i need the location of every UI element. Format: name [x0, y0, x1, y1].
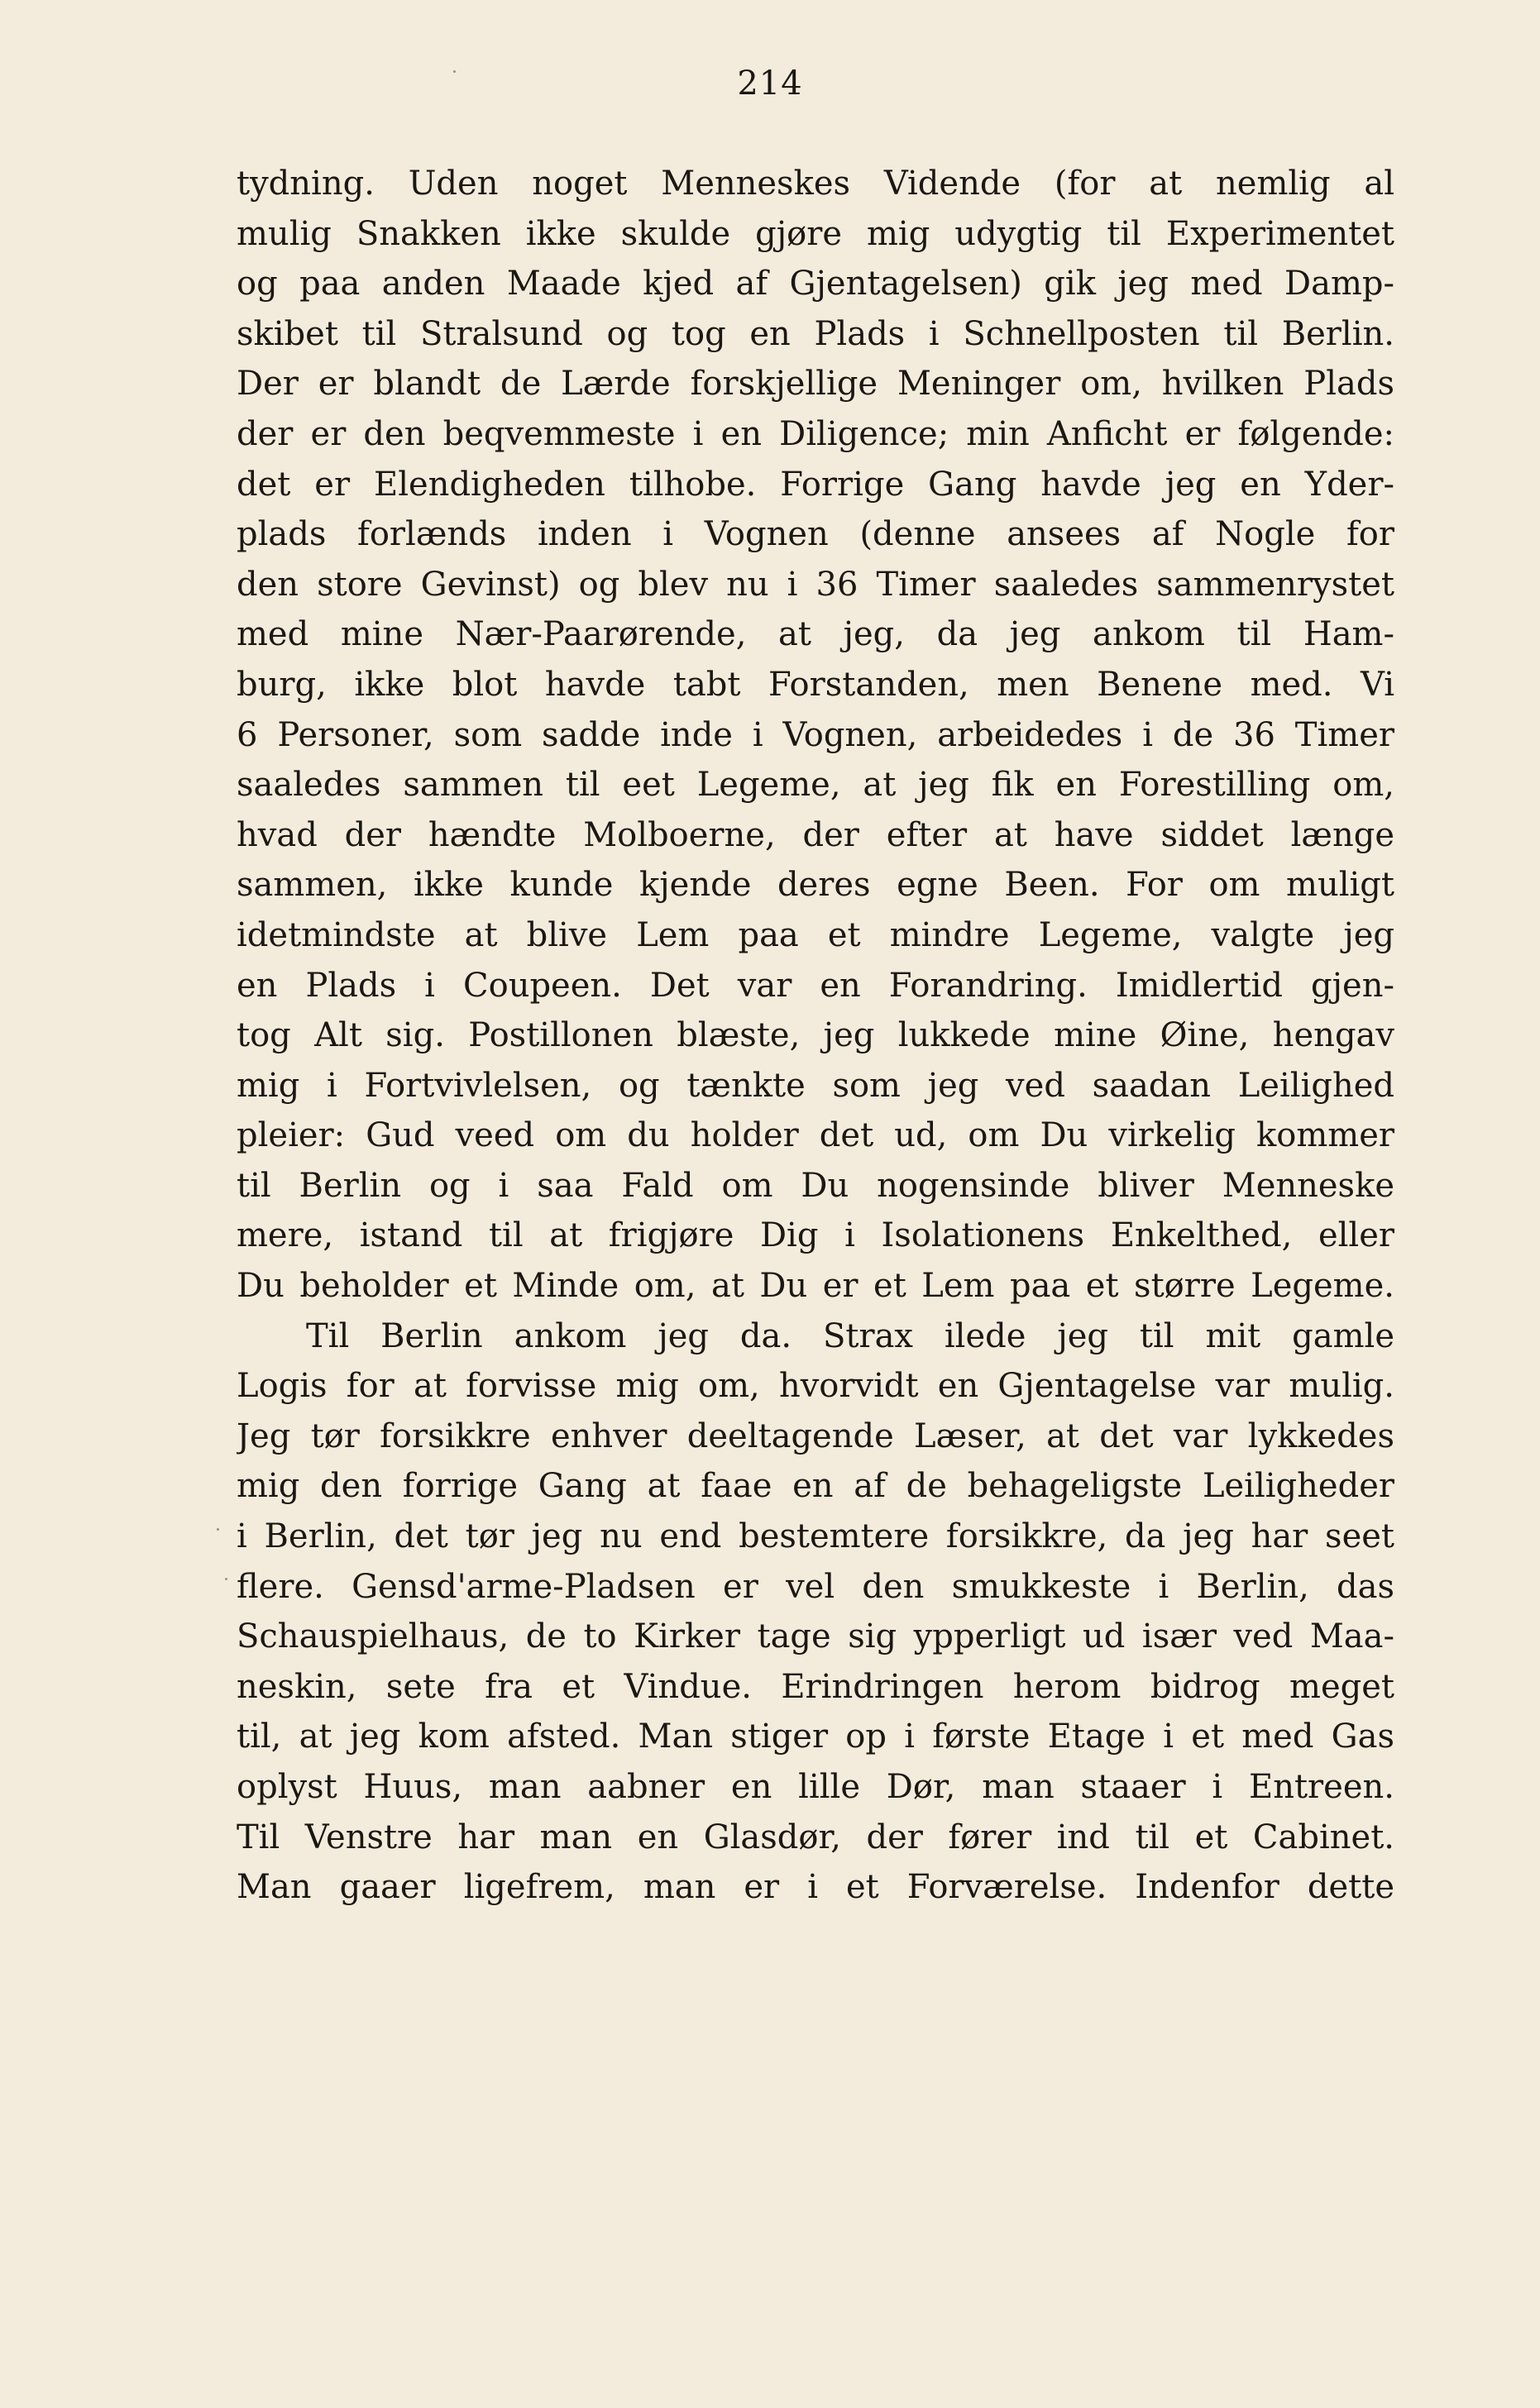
paragraph [237, 159, 1394, 1312]
text-line: Du beholder et Minde om, at Du er et Lem paa et større Legeme. [237, 1267, 1394, 1306]
text-line: en Plads i Coupeen. Det var en Forandring. Imidlertid gjen- [237, 966, 1394, 1005]
text-line: neskin, sete fra et Vindue. Erindringen herom bidrog meget [237, 1667, 1394, 1706]
paper-speck [217, 1528, 219, 1531]
text-line: til, at jeg kom afsted. Man stiger op i første Etage i et med Gas [237, 1718, 1394, 1756]
text-line: saaledes sammen til eet Legeme, at jeg fik en Forestilling om, [237, 766, 1394, 805]
text-line: Der er blandt de Lærde forskjellige Meninger om, hvilken Plads [237, 365, 1394, 404]
text-line: mulig Snakken ikke skulde gjøre mig udygtig til Experimentet [237, 214, 1394, 253]
body-text [237, 159, 1394, 1913]
text-line: tydning. Uden noget Menneskes Vidende (for at nemlig al [237, 165, 1394, 203]
text-line: mig i Fortvivlelsen, og tænkte som jeg ved saadan Leilighed [237, 1066, 1394, 1105]
text-line: med mine Nær-Paarørende, at jeg, da jeg ankom til Ham- [237, 615, 1394, 654]
paragraph [237, 1312, 1394, 1913]
text-line: til Berlin og i saa Fald om Du nogensinde bliver Menneske [237, 1166, 1394, 1205]
text-line: der er den beqvemmeste i en Diligence; min Anficht er følgende: [237, 414, 1394, 453]
text-line: Til Venstre har man en Glasdør, der fører ind til et Cabinet. [237, 1818, 1394, 1856]
text-line: Man gaaer ligefrem, man er i et Forværelse. Indenfor dette [237, 1868, 1394, 1907]
text-line: Til Berlin ankom jeg da. Strax ilede jeg til mit gamle [306, 1316, 1394, 1355]
text-line: sammen, ikke kunde kjende deres egne Been. For om muligt [237, 866, 1394, 905]
text-line: Schauspielhaus, de to Kirker tage sig ypperligt ud især ved Maa- [237, 1617, 1394, 1656]
text-line: mere, istand til at frigjøre Dig i Isolationens Enkelthed, eller [237, 1216, 1394, 1255]
text-line: idetmindste at blive Lem paa et mindre Legeme, valgte jeg [237, 915, 1394, 954]
text-line: burg, ikke blot havde tabt Forstanden, men Benene med. Vi [237, 665, 1394, 704]
text-line: og paa anden Maade kjed af Gjentagelsen) gik jeg med Damp- [237, 265, 1394, 303]
text-line: hvad der hændte Molboerne, der efter at have siddet længe [237, 815, 1394, 854]
text-line: den store Gevinst) og blev nu i 36 Timer saaledes sammenrystet [237, 565, 1394, 604]
text-line: flere. Gensd'arme-Pladsen er vel den smukkeste i Berlin, das [237, 1567, 1394, 1606]
text-line: Jeg tør forsikkre enhver deeltagende Læser, at det var lykkedes [237, 1417, 1394, 1455]
text-line: oplyst Huus, man aabner en lille Dør, man staaer i Entreen. [237, 1768, 1394, 1806]
paper-speck [453, 70, 456, 73]
text-line: mig den forrige Gang at faae en af de behageligste Leiligheder [237, 1467, 1394, 1506]
text-line: det er Elendigheden tilhobe. Forrige Gang havde jeg en Yder- [237, 465, 1394, 504]
text-line: pleier: Gud veed om du holder det ud, om Du virkelig kommer [237, 1116, 1394, 1155]
page-number: 214 [737, 64, 803, 103]
paper-speck [225, 1578, 227, 1580]
text-line: 6 Personer, som sadde inde i Vognen, arbeidedes i de 36 Timer [237, 715, 1394, 754]
text-line: i Berlin, det tør jeg nu end bestemtere forsikkre, da jeg har seet [237, 1517, 1394, 1556]
text-line: Logis for at forvisse mig om, hvorvidt en Gjentagelse var mulig. [237, 1367, 1394, 1406]
text-line: skibet til Stralsund og tog en Plads i Schnellposten til Berlin. [237, 314, 1394, 353]
text-line: tog Alt sig. Postillonen blæste, jeg lukkede mine Øine, hengav [237, 1016, 1394, 1055]
text-line: plads forlænds inden i Vognen (denne ansees af Nogle for [237, 515, 1394, 554]
